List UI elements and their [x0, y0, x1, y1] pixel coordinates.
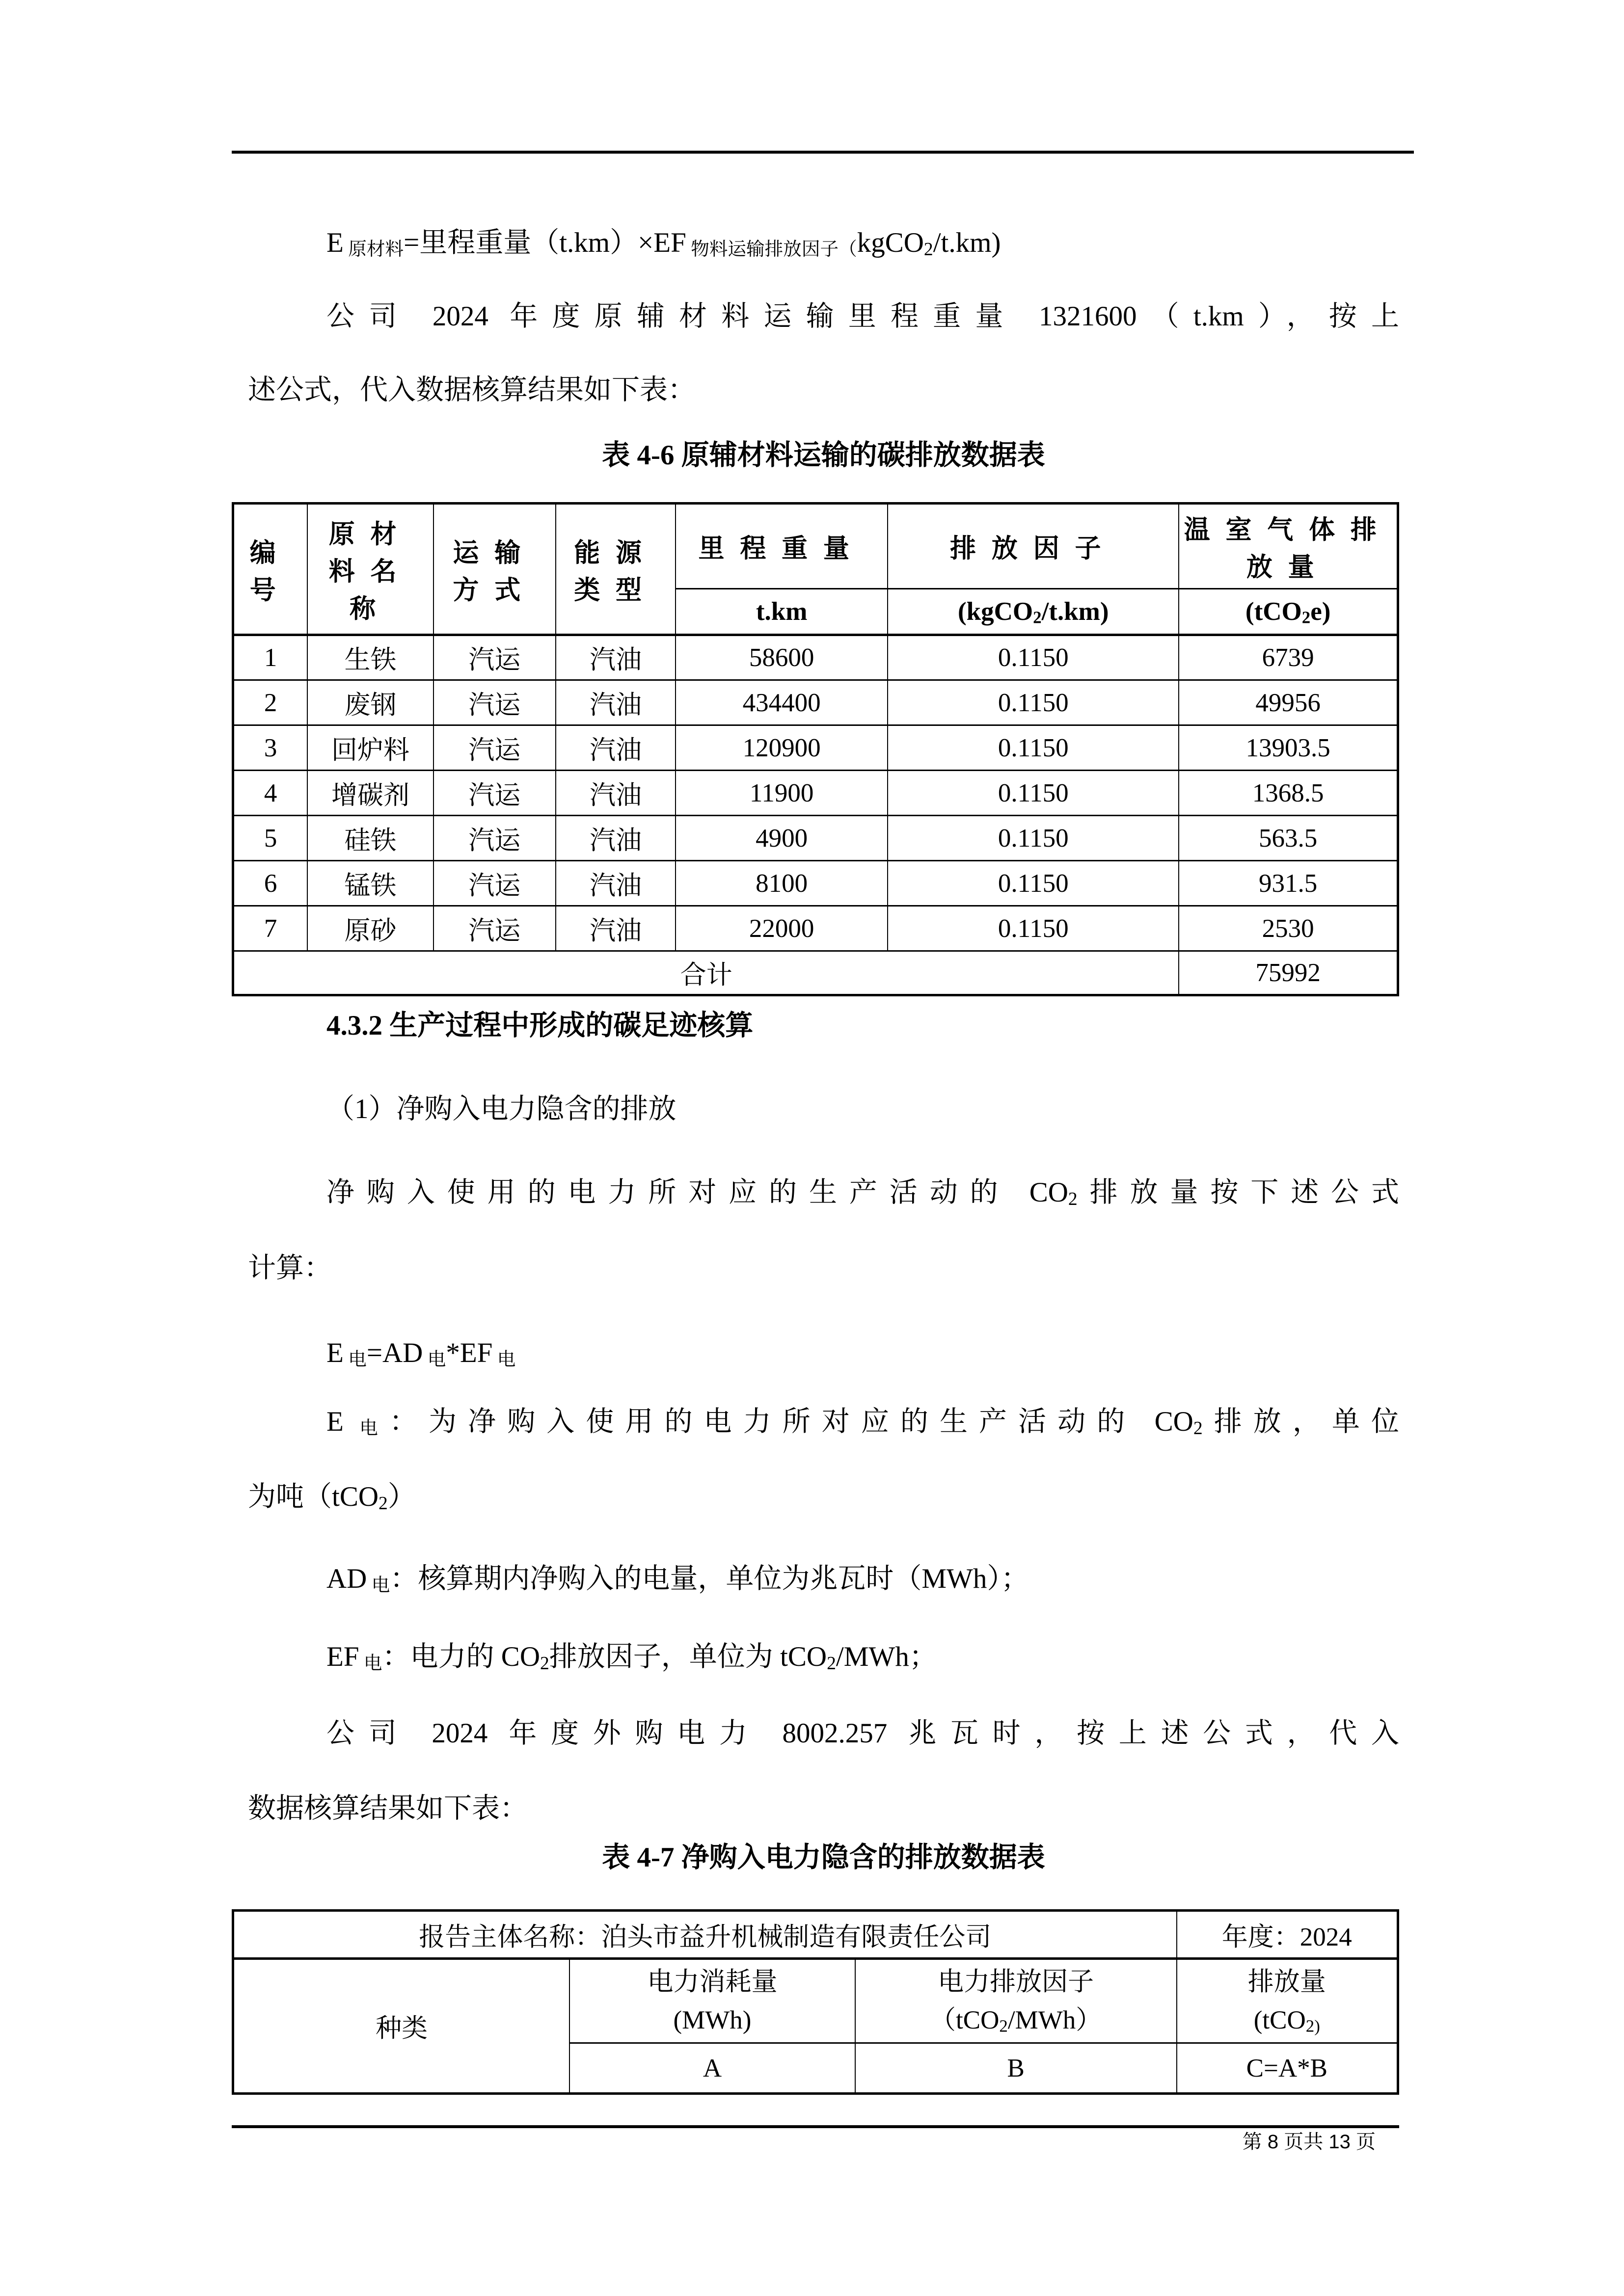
cell-emission: 563.5 [1179, 816, 1398, 861]
cell-emission: 931.5 [1179, 861, 1398, 906]
table-row [233, 1911, 1398, 1959]
header-electric-factor [855, 1959, 1177, 2043]
table-row [233, 504, 1398, 589]
paragraph-electric-line2: 计算： [248, 1253, 332, 1283]
table-row [233, 680, 1398, 725]
cell-factor: 0.1150 [888, 816, 1179, 861]
table-row [233, 725, 1398, 771]
page-header-rule [232, 151, 1414, 154]
cell-transport: 汽运 [433, 861, 556, 906]
cell-energy: 汽油 [556, 816, 676, 861]
cell-emission: 6739 [1179, 635, 1398, 680]
cell-transport: 汽运 [433, 680, 556, 725]
cell-factor: 0.1150 [888, 861, 1179, 906]
header-distance: 里程重量 [676, 504, 888, 589]
table-row [233, 635, 1398, 680]
report-year: 年度：2024 [1177, 1911, 1398, 1959]
cell-factor: 0.1150 [888, 771, 1179, 816]
header-consumption [569, 1959, 855, 2043]
cell-emission: 2530 [1179, 906, 1398, 951]
cell-distance: 11900 [676, 771, 888, 816]
cell-no: 7 [233, 906, 308, 951]
table-row [233, 861, 1398, 906]
page-number: 第 8 页共 13 页 [1242, 2131, 1376, 2153]
cell-material: 生铁 [307, 635, 433, 680]
list-item-1: （1）净购入电力隐含的排放 [326, 1094, 677, 1124]
cell-transport: 汽运 [433, 725, 556, 771]
header-energy: 能源类型 [556, 504, 676, 635]
header-consumption-label: 电力消耗量 [647, 1968, 778, 1996]
cell-energy: 汽油 [556, 771, 676, 816]
cell-emission: 1368.5 [1179, 771, 1398, 816]
cell-energy: 汽油 [556, 635, 676, 680]
header-material: 原材料名称 [307, 504, 433, 635]
paragraph-purchase-line1: 公司 2024 年度外购电力 8002.257 兆瓦时，按上述公式，代入 [326, 1718, 1399, 1749]
report-subject: 报告主体名称：泊头市益升机械制造有限责任公司 [233, 1911, 1177, 1959]
cell-factor: 0.1150 [888, 635, 1179, 680]
table-row [233, 771, 1398, 816]
cell-material: 锰铁 [307, 861, 433, 906]
header-emission-amount-label: 排放量 [1247, 1968, 1326, 1996]
section-heading-4-3-2: 4.3.2 生产过程中形成的碳足迹核算 [326, 1010, 754, 1041]
table-4-7-title: 表 4-7 净购入电力隐含的排放数据表 [602, 1842, 1045, 1873]
cell-emission: 49956 [1179, 680, 1398, 725]
table-row [233, 906, 1398, 951]
table-row [233, 1959, 1398, 2043]
cell-no: 4 [233, 771, 308, 816]
cell-distance: 4900 [676, 816, 888, 861]
cell-factor: 0.1150 [888, 680, 1179, 725]
cell-material: 硅铁 [307, 816, 433, 861]
cell-no: 2 [233, 680, 308, 725]
cell-transport: 汽运 [433, 771, 556, 816]
header-emission-amount [1177, 1959, 1398, 2043]
table-4-6-title: 表 4-6 原辅材料运输的碳排放数据表 [602, 440, 1045, 471]
cell-distance: 120900 [676, 725, 888, 771]
header-no: 编号 [233, 504, 308, 635]
cell-material: 废钢 [307, 680, 433, 725]
paragraph-purchase-line2: 数据核算结果如下表： [248, 1793, 528, 1824]
cell-no: 1 [233, 635, 308, 680]
cell-energy: 汽油 [556, 861, 676, 906]
header-distance-unit: t.km [676, 589, 888, 635]
cell-material: 原砂 [307, 906, 433, 951]
cell-energy: 汽油 [556, 725, 676, 771]
cell-distance: 22000 [676, 906, 888, 951]
cell-transport: 汽运 [433, 816, 556, 861]
total-value: 75992 [1179, 951, 1398, 995]
total-label: 合计 [233, 951, 1179, 995]
cell-no: 6 [233, 861, 308, 906]
header-emission: 温室气体排放量 [1179, 504, 1398, 589]
cell-energy: 汽油 [556, 680, 676, 725]
header-transport: 运输方式 [433, 504, 556, 635]
table-4-6-raw-material-transport-emissions [232, 502, 1399, 996]
cell-b: B [855, 2043, 1177, 2094]
header-electric-factor-label: 电力排放因子 [938, 1968, 1094, 1996]
cell-factor: 0.1150 [888, 725, 1179, 771]
cell-distance: 8100 [676, 861, 888, 906]
cell-no: 3 [233, 725, 308, 771]
definition-e-line1: E $_电$：为净购入使用的电力所对应的生产活动的 $CO_2$排放，单位 [326, 1406, 1399, 1439]
header-kind: 种类 [233, 1959, 570, 2094]
definition-ad: AD $_电$：核算期内净购入的电量，单位为兆瓦时（MWh）； [326, 1563, 1029, 1596]
cell-distance: 434400 [676, 680, 888, 725]
table-row [233, 816, 1398, 861]
table-4-7-purchased-electricity-emissions [232, 1909, 1399, 2095]
paragraph-transport-line1: 公司 2024 年度原辅材料运输里程重量 1321600（t.km），按上 [326, 301, 1399, 332]
header-emission-unit: (tCO$_2$e) [1179, 589, 1398, 635]
header-emission-amount-unit: (tCO$_{2)}$ [1253, 2006, 1320, 2036]
header-factor-unit: (kgCO$_2$/t.km) [888, 589, 1179, 635]
cell-a: A [569, 2043, 855, 2094]
definition-e-line2: 为吨（tCO$_2$） [248, 1481, 416, 1514]
paragraph-electric-line1: 净购入使用的电力所对应的生产活动的 $CO_2$排放量按下述公式 [326, 1177, 1399, 1209]
cell-material: 回炉料 [307, 725, 433, 771]
cell-emission: 13903.5 [1179, 725, 1398, 771]
header-factor: 排放因子 [888, 504, 1179, 589]
cell-material: 增碳剂 [307, 771, 433, 816]
table-total-row [233, 951, 1398, 995]
cell-c: C=A*B [1177, 2043, 1398, 2094]
cell-no: 5 [233, 816, 308, 861]
cell-transport: 汽运 [433, 906, 556, 951]
definition-ef: EF $_电$：电力的 $CO_2$排放因子，单位为 tCO$_2$/MWh； [326, 1641, 937, 1674]
cell-distance: 58600 [676, 635, 888, 680]
paragraph-transport-line2: 述公式，代入数据核算结果如下表： [248, 374, 696, 405]
cell-energy: 汽油 [556, 906, 676, 951]
page-footer-rule [232, 2125, 1399, 2128]
header-electric-factor-unit: （tCO$_2$/MWh） [930, 2006, 1102, 2036]
cell-factor: 0.1150 [888, 906, 1179, 951]
cell-transport: 汽运 [433, 635, 556, 680]
formula-transport-emission: E $_{原材料}$=里程重量（t.km）×EF $_{物料运输排放因子(}$kgCO$_2$/t.km) [326, 227, 1001, 260]
formula-electricity-emission: E $_电$=AD $_电$*EF $_电$ [326, 1337, 516, 1370]
header-consumption-unit: (MWh) [673, 2006, 752, 2034]
